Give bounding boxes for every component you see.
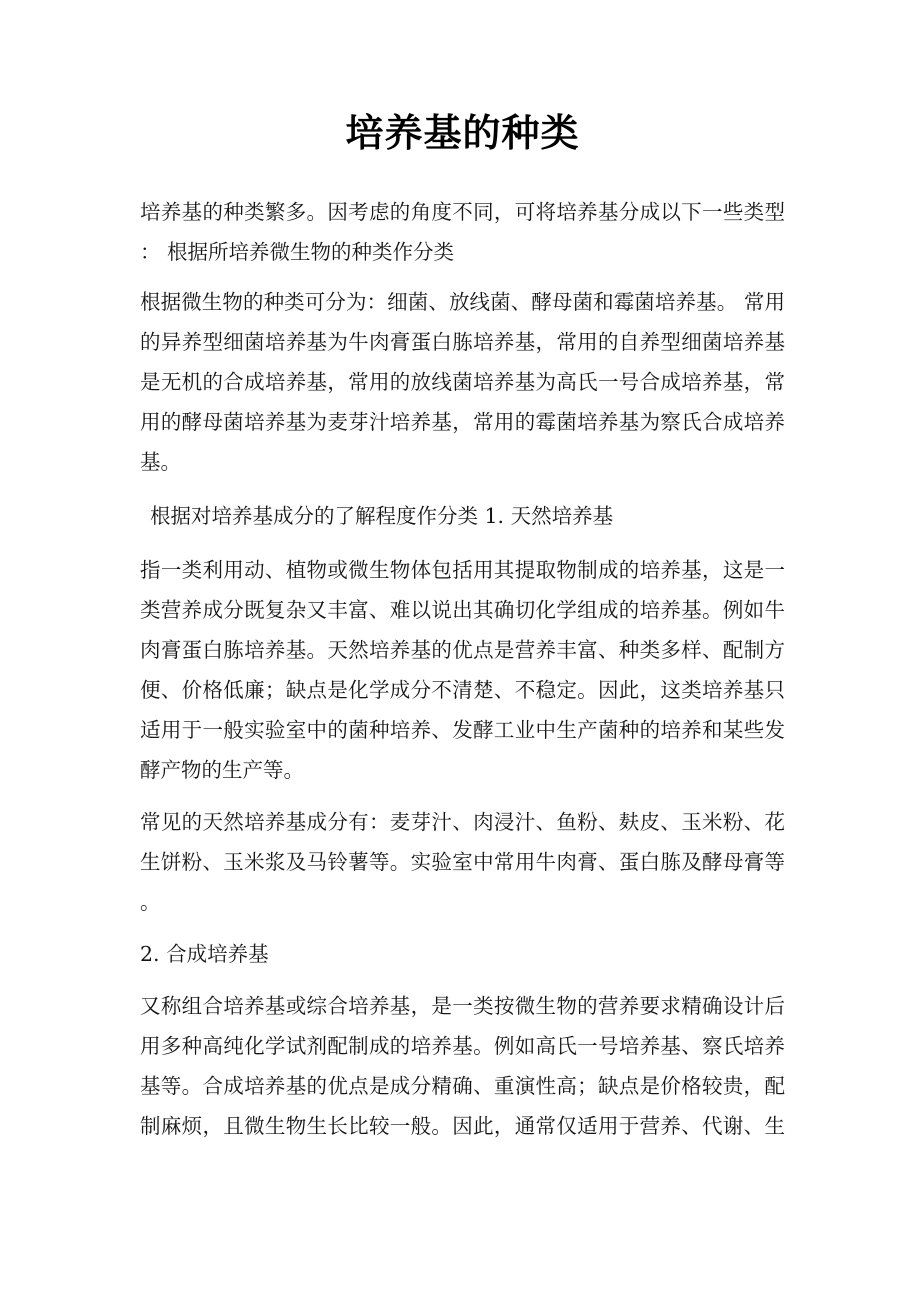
text-line: 的异养型细菌培养基为牛肉膏蛋白胨培养基，常用的自养型细菌培养基	[140, 330, 785, 354]
text-line: 类营养成分既复杂又丰富、难以说出其确切化学组成的培养基。例如牛	[140, 598, 785, 622]
text-line: 用的酵母菌培养基为麦芽汁培养基，常用的霉菌培养基为察氏合成培养	[140, 410, 785, 434]
text-line: 便、价格低廉；缺点是化学成分不清楚、不稳定。因此，这类培养基只	[140, 678, 785, 702]
section-heading-composition: 根据对培养基成分的了解程度作分类 1. 天然培养基	[150, 504, 614, 528]
intro-paragraph	[140, 192, 785, 272]
microbe-classification-paragraph	[140, 282, 785, 482]
text-line: 又称组合培养基或综合培养基，是一类按微生物的营养要求精确设计后	[140, 994, 785, 1018]
text-line: 指一类利用动、植物或微生物体包括用其提取物制成的培养基，这是一	[140, 558, 785, 582]
document-title: 培养基的种类	[345, 111, 580, 155]
text-line: 适用于一般实验室中的菌种培养、发酵工业中生产菌种的培养和某些发	[140, 718, 785, 742]
text-line: 用多种高纯化学试剂配制成的培养基。例如高氏一号培养基、察氏培养	[140, 1034, 785, 1058]
text-line: 。	[140, 890, 161, 914]
text-line: 基等。合成培养基的优点是成分精确、重演性高；缺点是价格较贵，配	[140, 1074, 785, 1098]
text-line: 制麻烦，且微生物生长比较一般。因此，通常仅适用于营养、代谢、生	[140, 1114, 785, 1138]
text-line: 基。	[140, 450, 181, 474]
text-line: 是无机的合成培养基，常用的放线菌培养基为高氏一号合成培养基，常	[140, 370, 785, 394]
text-line: 生饼粉、玉米浆及马铃薯等。实验室中常用牛肉膏、蛋白胨及酵母膏等	[140, 850, 785, 874]
section-heading-synthetic: 2. 合成培养基	[140, 942, 269, 966]
text-line: 培养基的种类繁多。因考虑的角度不同，可将培养基分成以下一些类型	[140, 200, 785, 224]
text-line: 常见的天然培养基成分有：麦芽汁、肉浸汁、鱼粉、麸皮、玉米粉、花	[140, 810, 785, 834]
natural-ingredients-paragraph	[140, 802, 785, 922]
text-line: ： 根据所培养微生物的种类作分类	[140, 240, 455, 264]
text-line: 肉膏蛋白胨培养基。天然培养基的优点是营养丰富、种类多样、配制方	[140, 638, 785, 662]
synthetic-medium-paragraph	[140, 986, 785, 1146]
text-line: 根据微生物的种类可分为：细菌、放线菌、酵母菌和霉菌培养基。 常用	[140, 290, 785, 314]
text-line: 酵产物的生产等。	[140, 758, 304, 782]
natural-medium-paragraph	[140, 550, 785, 790]
